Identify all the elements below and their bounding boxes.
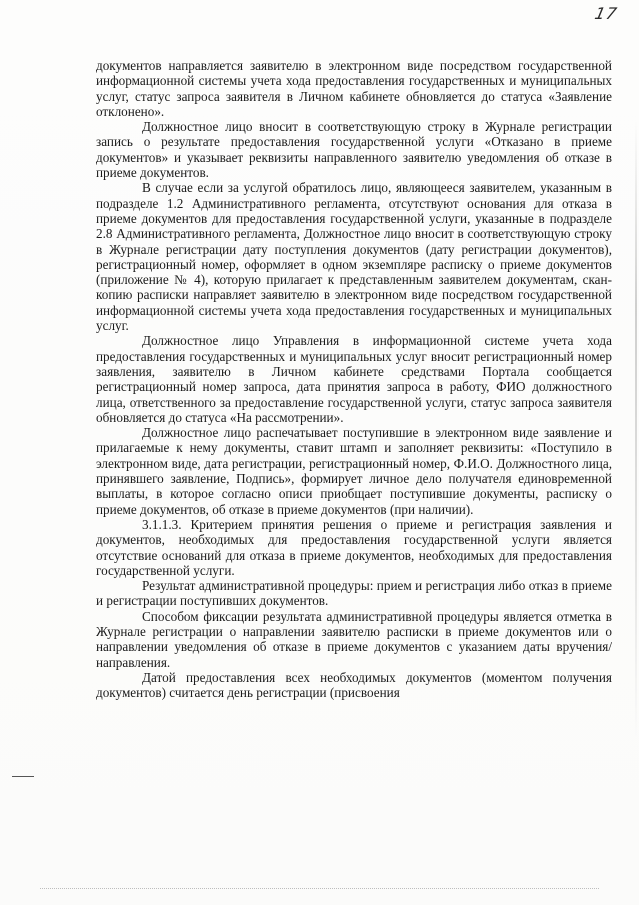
paragraph-7: Результат административной процедуры: прием и регистрация либо отказ в приеме и регистрации поступивших документов.: [96, 578, 612, 609]
document-body: [96, 58, 612, 700]
paragraph-5: Должностное лицо распечатывает поступившие в электронном виде заявление и прилагаемые к нему документы, ставит штамп и заполняет реквизиты: «Поступило в электронном виде, дата регистрации, регистрационный номер, Ф.И.О. Должностного лица, принявшего заявление, Подпись», формирует личное дело получателя единовременной выплаты, в которое согласно описи приобщает поступившие документы, расписку о приеме документов, об отказе в приеме документов (при наличии).: [96, 425, 612, 517]
paragraph-9: Датой предоставления всех необходимых документов (моментом получения документов) считается день регистрации (присвоения: [96, 669, 612, 701]
paragraph-3: В случае если за услугой обратилось лицо, являющееся заявителем, указанным в подразделе 1.2 Административного регламента, отсутствуют основания для отказа в приеме документов для предоставления государственной услуги, указанные в подразделе 2.8 Административного регламента, Должностное лицо вносит в соответствующую строку в Журнале регистрации дату поступления документов (дату регистрации документов), регистрационный номер, оформляет в одном экземпляре расписку о приеме документов (приложение № 4), которую прилагает к представленным заявителем документам, скан-копию расписки направляет заявителю в электронном виде посредством государственной информационной системы учета хода предоставления государственных и муниципальных услуг.: [96, 180, 612, 334]
paragraph-2: Должностное лицо вносит в соответствующую строку в Журнале регистрации запись о результате предоставления государственной услуги «Отказано в приеме документов» и указывает реквизиты направленного заявителю уведомления об отказе в приеме документов.: [96, 119, 612, 181]
paragraph-6: 3.1.1.3. Критерием принятия решения о приеме и регистрация заявления и документов, необходимых для предоставления государственной услуги является отсутствие оснований для отказа в приеме документов, необходимых для предоставления государственной услуги.: [96, 516, 612, 578]
scan-edge-shadow: [635, 120, 637, 740]
paragraph-4: Должностное лицо Управления в информационной системе учета хода предоставления государственных и муниципальных услуг вносит регистрационный номер заявления, заявителю в Личном кабинете средствами Портала сообщается регистрационный номер запроса, дата принятия запроса в работу, ФИО должностного лица, ответственного за предоставление государственной услуги, статус запроса заявителя обновляется до статуса «На рассмотрении».: [96, 333, 612, 425]
page-number: 17: [592, 4, 620, 23]
paragraph-1: документов направляется заявителю в электронном виде посредством государственной информационной системы учета хода предоставления государственных и муниципальных услуг, статус запроса заявителя в Личном кабинете обновляется до статуса «Заявление отклонено».: [96, 58, 612, 119]
paragraph-8: Способом фиксации результата административной процедуры является отметка в Журнале регистрации о направлении заявителю расписки в приеме документов или о направлении уведомления об отказе в приеме документов с указанием даты вручения/направления.: [96, 608, 612, 670]
scan-bottom-edge: [40, 888, 599, 890]
margin-mark: [12, 776, 34, 777]
